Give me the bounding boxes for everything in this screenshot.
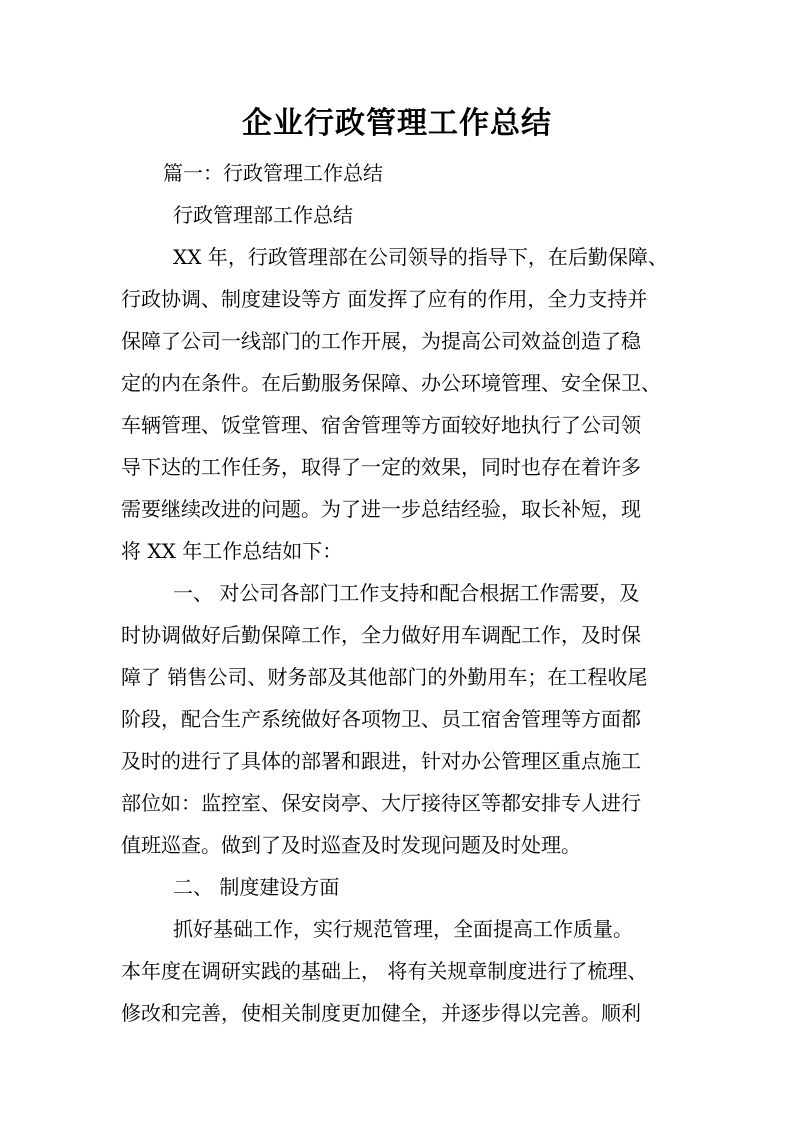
- body-line: 抓好基础工作，实行规范管理，全面提高工作质量。: [173, 917, 633, 941]
- body-line: 本年度在调研实践的基础上， 将有关规章制度进行了梳理、: [121, 959, 648, 983]
- body-line: 车辆管理、饭堂管理、宿舍管理等方面较好地执行了公司领: [121, 413, 641, 437]
- subheading: 行政管理部工作总结: [173, 203, 353, 227]
- body-line: 行政协调、制度建设等方 面发挥了应有的作用，全力支持并: [121, 287, 648, 311]
- numbered-item: 一、 对公司各部门工作支持和配合根据工作需要，及: [173, 581, 640, 605]
- body-line: 修改和完善，使相关制度更加健全，并逐步得以完善。顺利: [121, 1001, 641, 1025]
- body-line: 部位如：监控室、保安岗亭、大厅接待区等都安排专人进行: [121, 791, 641, 815]
- body-line: 障了 销售公司、财务部及其他部门的外勤用车；在工程收尾: [121, 665, 648, 689]
- body-line: 阶段，配合生产系统做好各项物卫、员工宿舍管理等方面都: [121, 707, 641, 731]
- document-title: 企业行政管理工作总结: [242, 106, 552, 141]
- section-heading: 篇一：行政管理工作总结: [163, 161, 383, 185]
- numbered-item: 二、 制度建设方面: [173, 875, 340, 899]
- body-line: 时协调做好后勤保障工作，全力做好用车调配工作，及时保: [121, 623, 641, 647]
- body-line: 导下达的工作任务，取得了一定的效果，同时也存在着许多: [121, 455, 641, 479]
- body-line: 及时的进行了具体的部署和跟进，针对办公管理区重点施工: [121, 749, 641, 773]
- body-line: 值班巡查。做到了及时巡查及时发现问题及时处理。: [121, 833, 581, 857]
- body-line: 保障了公司一线部门的工作开展，为提高公司效益创造了稳: [121, 329, 641, 353]
- body-line: 需要继续改进的问题。为了进一步总结经验，取长补短，现: [121, 497, 641, 521]
- body-line: 将 XX 年工作总结如下：: [121, 539, 343, 563]
- body-line: XX 年，行政管理部在公司领导的指导下，在后勤保障、: [173, 245, 668, 269]
- body-line: 定的内在条件。在后勤服务保障、办公环境管理、安全保卫、: [121, 371, 661, 395]
